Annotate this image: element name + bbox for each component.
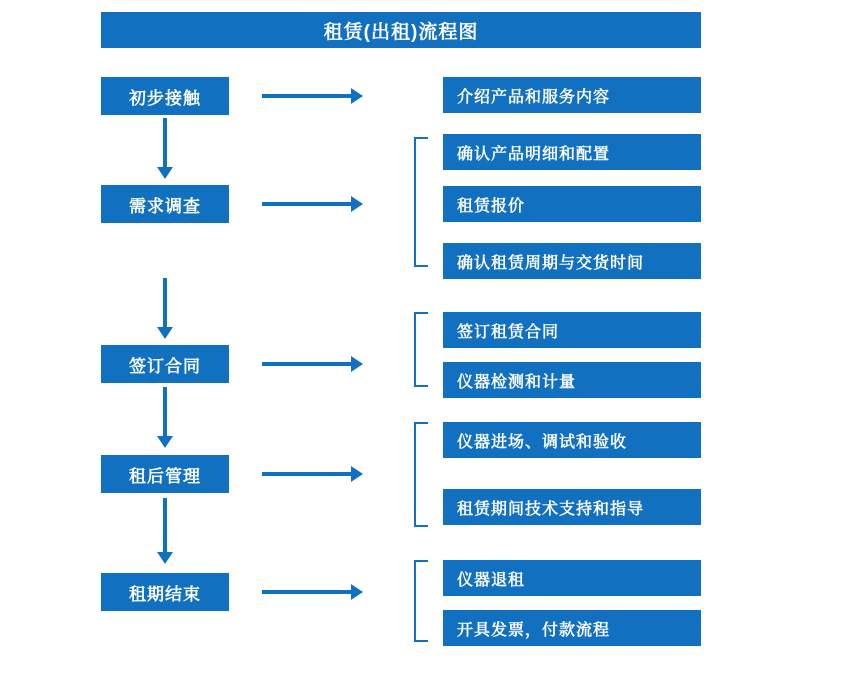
detail-box-1[interactable]: 介绍产品和服务内容: [443, 77, 701, 113]
detail-box-10[interactable]: 开具发票，付款流程: [443, 610, 701, 646]
bracket-group-2: [414, 137, 428, 267]
bracket-group-4: [414, 422, 428, 527]
bracket-group-5: [414, 560, 428, 642]
detail-box-6[interactable]: 仪器检测和计量: [443, 362, 701, 398]
stage-box-4[interactable]: 租后管理: [101, 455, 229, 493]
horizontal-arrow-3: [262, 362, 352, 366]
detail-box-2[interactable]: 确认产品明细和配置: [443, 134, 701, 170]
bracket-group-3: [414, 312, 428, 387]
horizontal-arrow-2: [262, 202, 352, 206]
stage-box-1[interactable]: 初步接触: [101, 77, 229, 115]
vertical-arrow-4: [163, 498, 167, 553]
detail-box-8[interactable]: 租赁期间技术支持和指导: [443, 489, 701, 525]
horizontal-arrow-4: [262, 472, 352, 476]
vertical-arrow-2: [163, 278, 167, 328]
detail-box-9[interactable]: 仪器退租: [443, 560, 701, 596]
stage-box-5[interactable]: 租期结束: [101, 573, 229, 611]
vertical-arrow-1: [163, 118, 167, 168]
vertical-arrow-3: [163, 387, 167, 437]
detail-box-4[interactable]: 确认租赁周期与交货时间: [443, 243, 701, 279]
horizontal-arrow-5: [262, 590, 352, 594]
stage-box-3[interactable]: 签订合同: [101, 345, 229, 383]
stage-box-2[interactable]: 需求调查: [101, 185, 229, 223]
detail-box-5[interactable]: 签订租赁合同: [443, 312, 701, 348]
horizontal-arrow-1: [262, 94, 352, 98]
diagram-title: 租赁(出租)流程图: [101, 12, 701, 48]
detail-box-7[interactable]: 仪器进场、调试和验收: [443, 422, 701, 458]
detail-box-3[interactable]: 租赁报价: [443, 186, 701, 222]
